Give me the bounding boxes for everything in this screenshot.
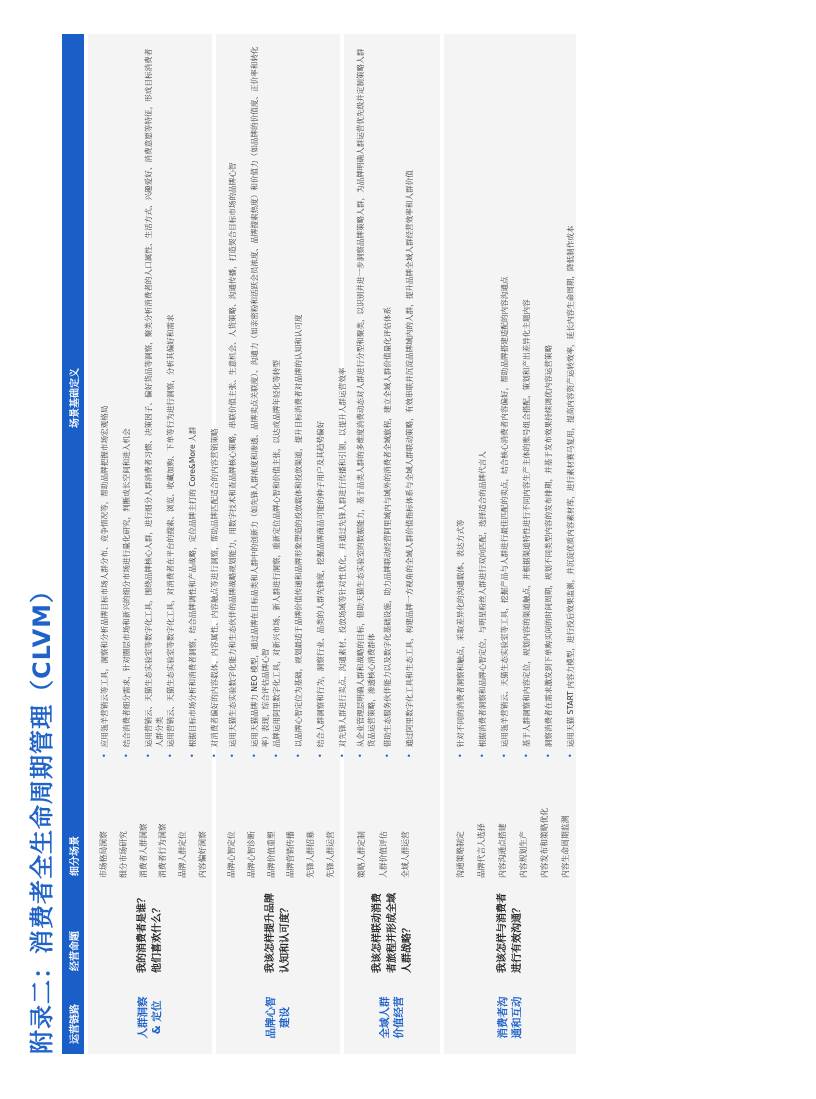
scene-item: 沟通策略制定: [456, 831, 465, 878]
table-row: [88, 34, 219, 1054]
definition-item: [266, 42, 288, 758]
table-row: [344, 34, 440, 1054]
stage-label: 消费者沟 通和互动: [497, 996, 523, 1039]
bullet-icon: •: [456, 753, 465, 758]
definition-text: 运用瓴羊营销云、天猫生态实验室等工具，挖掘产品与人群进行最佳匹配的卖点，结合核心消费者内容偏好，帮助品牌搭建适配的内容沟通点: [500, 276, 509, 748]
business-question: 我的消费者是谁？他们喜欢什么？: [137, 893, 163, 973]
scene-item: 细分市场研究: [119, 831, 128, 878]
definition-item: [377, 42, 399, 758]
bullet-icon: •: [405, 753, 414, 758]
definition-text: 运用天猫生态实验数字化能力和生态伙伴的品牌战略规划能力，用数字技术和查品牌核心策略，串联价值主张、生意机会、人货策略、沟通传播，打造契合目标市场的品牌心智: [228, 162, 237, 748]
business-question: 我该怎样提升品牌认知和认可度？: [265, 893, 291, 973]
definition-text: 对消费者偏好的内容载体、内容属性、内容触点等进行洞察，帮助品牌匹配适合的内容营销策略: [210, 428, 219, 748]
definition-text: 洞察消费者在需求激发到下单购买间的时间周期，规划不同类型内容的发布排期，并基于发布效果持续调优内容运营策略: [544, 344, 553, 748]
definition-text: 针对不同的消费者洞察和触点，采取差异化的沟通载体、表达方式等: [456, 519, 465, 748]
definition-text: 通过阿里数字化工具和生态工具，构建品牌一方视角的全域人群价值指标体系与全域人群联动策略，有效串联并沉淀品牌域内的人群，提升品牌全域人群经营效率和人群价值: [405, 170, 414, 748]
bullet-icon: •: [188, 753, 197, 758]
clvm-table: [62, 34, 576, 1054]
stage-label: 品牌心智 建设: [265, 996, 291, 1039]
stage-label: 人群洞察 & 定位: [137, 996, 163, 1039]
scene-item: 市场格局洞察: [99, 831, 109, 878]
definition-text: 应用瓴羊营销云等工具，洞察和分析品牌目标市场人群分布、竞争情况等，帮助品牌把握市场宏观格局: [100, 405, 109, 748]
scene-list: [88, 762, 212, 886]
definition-list: [216, 34, 347, 762]
scene-list: [444, 762, 576, 886]
scene-item: 品牌人群定位: [178, 831, 188, 878]
definition-text: 对先锋人群进行卖点、沟通素材、投放场域等针对性优化，并通过先锋人群进行传播和引领，以提升人群运营效率: [338, 367, 347, 748]
scene-item: 品牌心智定位: [227, 831, 237, 878]
definition-item: [560, 42, 582, 758]
bullet-icon: •: [522, 753, 531, 758]
definition-text: 结合人群洞察和行为，洞察行业、品类的人群先锋度，挖掘品牌商品可能的种子用户及其趋势偏好: [316, 420, 325, 748]
definition-text: 运用营销云、天猫生态实验室等数字化工具，对消费者在平台的搜索、浏览、收藏加购、下单等行为进行洞察，分析其偏好和需求: [166, 314, 175, 748]
definition-item: [116, 42, 138, 758]
header-question: 经营命题: [69, 931, 81, 971]
definition-item: [399, 42, 421, 758]
scene-item: 消费者人群洞察: [138, 823, 148, 878]
scene-item: 内容发布和策略优化: [540, 807, 549, 878]
definition-item: [182, 42, 204, 758]
definition-text: 借助生态服务伙伴能力以及数字化基础设施，助力品牌联动经营阿里域内与域外的消费者全域旅程，建立全域人群价值量化评估体系: [383, 306, 392, 748]
definition-item: [472, 42, 494, 758]
bullet-icon: •: [544, 753, 553, 758]
bullet-icon: •: [478, 753, 487, 758]
definition-item: [138, 42, 164, 758]
definition-text: 运用营销云、天猫生态实验室等数字化工具，围绕品牌核心人群，进行细分人群消费者习惯、决策因子、偏好货品等洞察，聚类分析消费者的人口属性、生活方式、兴趣爱好、消费意愿等特征，形成目标消费者人群分类: [144, 48, 164, 748]
bullet-icon: •: [566, 753, 575, 758]
scene-item: 内容规划生产: [519, 831, 528, 878]
definition-text: 基于人群洞察和内容定位，规划内容的渠道触点，并根据渠道特性进行不同内容生产主体的账号组合搭配，策划和产出差异化主题内容: [522, 299, 531, 748]
definition-list: [88, 34, 219, 762]
scene-item: 全域人群运营: [400, 831, 410, 878]
scene-item: 先锋人群运营: [325, 831, 335, 878]
stage-label: 全域人群 价值经营: [379, 996, 405, 1039]
definition-text: 运用天猫 START 内容力模型，进行投后效果监测，并沉淀优质内容素材库，进行素材赛马复用，提高内容资产运转效率，延长内容生命周期，降低制作成本: [566, 225, 575, 748]
header-definition: 场景基础定义: [69, 368, 81, 428]
scene-list: [216, 762, 340, 886]
page-title: 附录二：消费者全生命周期管理（CLVM）: [28, 577, 56, 1054]
scene-item: 消费者行为洞察: [158, 823, 168, 878]
scene-item: 内容沟通点搭建: [498, 823, 507, 878]
definition-text: 根据消费者洞察和品牌心智定位，与明星粉丝人群进行双向匹配，选择适合的品牌代言人: [478, 451, 487, 748]
definition-text: 品牌运用阿里数字化工具，对新兴市场、新人群进行洞察，重新定位品牌心智和价值主张，以达成品牌年轻化等转型: [272, 360, 281, 748]
scene-item: 品牌营销传播: [286, 831, 296, 878]
definition-item: [494, 42, 516, 758]
bullet-icon: •: [210, 753, 219, 758]
scene-item: 内容偏好洞察: [197, 831, 207, 878]
definition-text: 结合消费者细分需求，针对圈层市场和新兴的细分市场进行量化研究，判断成长空间和进入机会: [122, 428, 131, 748]
bullet-icon: •: [294, 753, 303, 758]
header-stage: 运营链路: [69, 1004, 81, 1044]
definition-item: [350, 42, 377, 758]
scene-item: 人群价值评估: [378, 831, 388, 878]
definition-item: [516, 42, 538, 758]
bullet-icon: •: [228, 753, 237, 758]
scene-item: 品牌价值重塑: [266, 831, 276, 878]
definition-item: [450, 42, 472, 758]
bullet-icon: •: [383, 753, 392, 758]
definition-item: [288, 42, 310, 758]
table-row: [216, 34, 347, 1054]
bullet-icon: •: [122, 753, 131, 758]
definition-list: [344, 34, 440, 762]
scene-list: [344, 762, 440, 886]
scene-item: 内容生命周期监测: [561, 815, 570, 878]
definition-item: [222, 42, 244, 758]
table-body: [88, 34, 576, 1054]
bullet-icon: •: [144, 753, 153, 758]
table-header: [62, 34, 84, 1054]
bullet-icon: •: [100, 753, 109, 758]
definition-text: 从企业管理层明确人群和战略的目标，借助天猫生态实验室的数据能力，基于品类人群的多维度消费动态对人群进行分型和聚类，以识别并进一步洞察品牌策略人群，为品牌明确人群运营优先级并定制策略人群货品运营策略，渗透核心消费群体: [356, 48, 376, 748]
bullet-icon: •: [166, 753, 175, 758]
business-question: 我该怎样联动消费者旅程并形成全域人群战略？: [371, 893, 413, 973]
definition-item: [538, 42, 560, 758]
business-question: 我该怎样与消费者进行有效沟通？: [497, 893, 523, 973]
definition-text: 运用天猫品牌力 NEO 模型，通过品牌在目标品类和人群中的创新力（如先锋人群浓度和渗透、品牌卖点关联度）、沟通力（如亲密粉和活跃会员浓度、品牌搜索热度）和价值力（如品牌的价值度、正价率和转化率）表现，综合评估品牌心智: [250, 46, 270, 748]
table-row: [444, 34, 576, 1054]
definition-item: [94, 42, 116, 758]
bullet-icon: •: [338, 753, 347, 758]
header-scenes: 细分场景: [69, 836, 81, 876]
bullet-icon: •: [500, 753, 509, 758]
scene-item: 先锋人群招募: [306, 831, 316, 878]
definition-item: [310, 42, 332, 758]
bullet-icon: •: [272, 753, 281, 758]
definition-text: 以品牌心智定位为基础，规划最适于品牌价值传递和品牌形象塑造的投放载体和投放渠道，提升目标消费者对品牌的认知和认可度: [294, 314, 303, 748]
bullet-icon: •: [316, 753, 325, 758]
bullet-icon: •: [250, 753, 259, 758]
scene-item: 品牌代言人选择: [477, 823, 486, 878]
definition-item: [244, 42, 270, 758]
definition-item: [160, 42, 182, 758]
scene-item: 策略人群定制: [356, 831, 366, 878]
bullet-icon: •: [356, 753, 365, 758]
definition-text: 根据目标市场分析和消费者洞察，结合品牌调性和产品战略，定位品牌主打的 Core&More 人群: [188, 426, 197, 748]
scene-item: 品牌心智诊断: [247, 831, 256, 878]
definition-list: [444, 34, 576, 762]
